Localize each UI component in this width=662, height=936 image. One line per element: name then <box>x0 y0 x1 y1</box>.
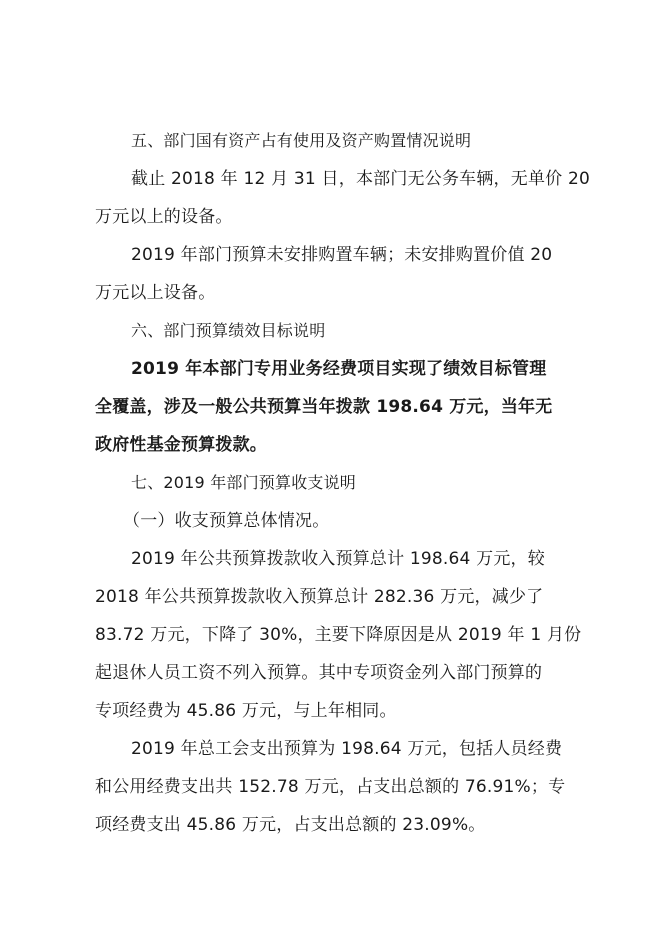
paragraph-line: 2018 年公共预算拨款收入预算总计 282.36 万元，减少了 <box>95 587 544 607</box>
paragraph-line: 83.72 万元，下降了 30%，主要下降原因是从 2019 年 1 月份 <box>95 625 582 645</box>
paragraph-line: 和公用经费支出共 152.78 万元，占支出总额的 76.91%；专 <box>95 777 566 797</box>
section-heading-assets: 五、部门国有资产占有使用及资产购置情况说明 <box>131 131 472 150</box>
subsection-heading: （一）收支预算总体情况。 <box>123 511 330 531</box>
section-heading-budget: 七、2019 年部门预算收支说明 <box>131 473 357 492</box>
paragraph-line: 万元以上设备。 <box>95 283 216 303</box>
paragraph-line: 起退休人员工资不列入预算。其中专项资金列入部门预算的 <box>95 663 543 683</box>
paragraph-line: 2019 年总工会支出预算为 198.64 万元，包括人员经费 <box>131 739 563 759</box>
bold-paragraph-line: 2019 年本部门专用业务经费项目实现了绩效目标管理 <box>131 359 547 379</box>
bold-paragraph-line: 政府性基金预算拨款。 <box>95 435 267 455</box>
paragraph-line: 项经费支出 45.86 万元，占支出总额的 23.09%。 <box>95 815 486 835</box>
paragraph-line: 截止 2018 年 12 月 31 日，本部门无公务车辆，无单价 20 <box>131 169 590 189</box>
paragraph-line: 2019 年部门预算未安排购置车辆；未安排购置价值 20 <box>131 245 553 265</box>
paragraph-line: 2019 年公共预算拨款收入预算总计 198.64 万元，较 <box>131 549 545 569</box>
section-heading-performance: 六、部门预算绩效目标说明 <box>131 321 326 340</box>
bold-paragraph-line: 全覆盖，涉及一般公共预算当年拨款 198.64 万元，当年无 <box>95 397 553 417</box>
paragraph-line: 万元以上的设备。 <box>95 207 233 227</box>
paragraph-line: 专项经费为 45.86 万元，与上年相同。 <box>95 701 397 721</box>
